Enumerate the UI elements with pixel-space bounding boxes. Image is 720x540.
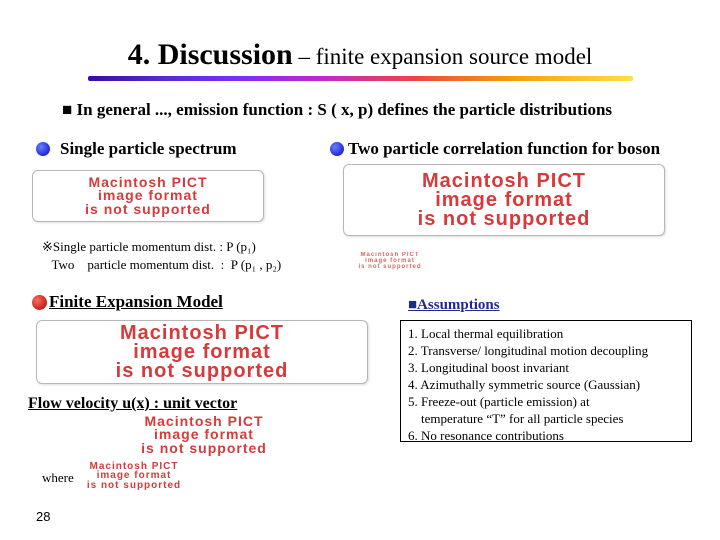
assumption-item: 5. Freeze-out (particle emission) at: [408, 394, 590, 409]
where-label: where: [42, 470, 74, 485]
title-main: 4. Discussion: [127, 38, 293, 71]
single-spectrum-label: Single particle spectrum: [60, 139, 237, 158]
pict-line-3: is not supported: [358, 263, 422, 270]
single-spectrum-heading: [36, 139, 237, 159]
assumption-item: temperature “T” for all particle species: [408, 411, 624, 426]
blue-circle-bullet-icon: [330, 142, 344, 156]
two-particle-label: Two particle correlation function for boson: [348, 139, 661, 158]
assumption-item: 2. Transverse/ longitudinal motion decoupling: [408, 343, 649, 358]
pict-line-2: image format: [98, 187, 198, 204]
pict-line-2: image format: [96, 470, 172, 482]
pict-line-3: is not supported: [141, 439, 267, 456]
note-two: Two particle momentum dist. : P (p₁ , p₂): [42, 257, 282, 272]
pict-line-1: Macintosh PICT: [421, 169, 586, 192]
general-text: In general ..., emission function : S ( x, p) defines the particle distributions: [72, 100, 613, 119]
flow-velocity-label: Flow velocity u(x) : unit vector: [28, 395, 238, 412]
assumptions-list: [401, 321, 691, 444]
pict-line-1: Macintosh PICT: [360, 252, 420, 259]
pict-placeholder-where: [84, 462, 184, 490]
blue-circle-bullet-icon: [36, 142, 50, 156]
pict-line-3: is not supported: [85, 200, 211, 217]
pict-line-3: is not supported: [86, 479, 182, 491]
finite-expansion-heading: [32, 292, 223, 312]
general-statement: [62, 100, 612, 120]
square-bullet-icon: ■: [62, 100, 73, 119]
pict-placeholder-small-1: [350, 254, 430, 270]
pict-placeholder-flow: [36, 413, 372, 456]
pict-placeholder-finite-expansion: [36, 320, 368, 384]
pict-placeholder-correlation: [343, 164, 665, 236]
slide-title: [0, 38, 720, 72]
page-number: 28: [36, 509, 51, 524]
assumption-item: 3. Longitudinal boost invariant: [408, 360, 570, 375]
pict-line-3: is not supported: [115, 359, 289, 382]
title-rainbow-divider: [88, 76, 633, 81]
assumption-item: 1. Local thermal equilibration: [408, 326, 564, 341]
note-single: ※Single particle momentum dist. : P (p₁): [42, 239, 256, 254]
two-particle-heading: [330, 139, 660, 159]
assumptions-box: [400, 320, 692, 442]
pict-placeholder-single-spectrum: [32, 170, 264, 222]
pict-line-2: image format: [365, 258, 415, 265]
pict-line-2: image format: [133, 340, 271, 363]
pict-line-1: Macintosh PICT: [144, 413, 264, 430]
assumption-item: 6. No resonance contributions: [408, 428, 564, 443]
finite-expansion-label: Finite Expansion Model: [49, 292, 223, 311]
assumption-item: 4. Azimuthally symmetric source (Gaussian): [408, 377, 641, 392]
pict-line-2: image format: [435, 188, 573, 211]
red-circle-bullet-icon: [32, 295, 47, 310]
pict-line-1: Macintosh PICT: [89, 460, 179, 472]
momentum-notes: [42, 238, 281, 274]
pict-line-3: is not supported: [417, 207, 591, 230]
pict-line-2: image format: [154, 426, 254, 443]
pict-line-1: Macintosh PICT: [119, 321, 284, 344]
pict-line-1: Macintosh PICT: [88, 174, 208, 191]
assumptions-heading: ■Assumptions: [408, 297, 500, 313]
title-sub: – finite expansion source model: [292, 44, 593, 69]
